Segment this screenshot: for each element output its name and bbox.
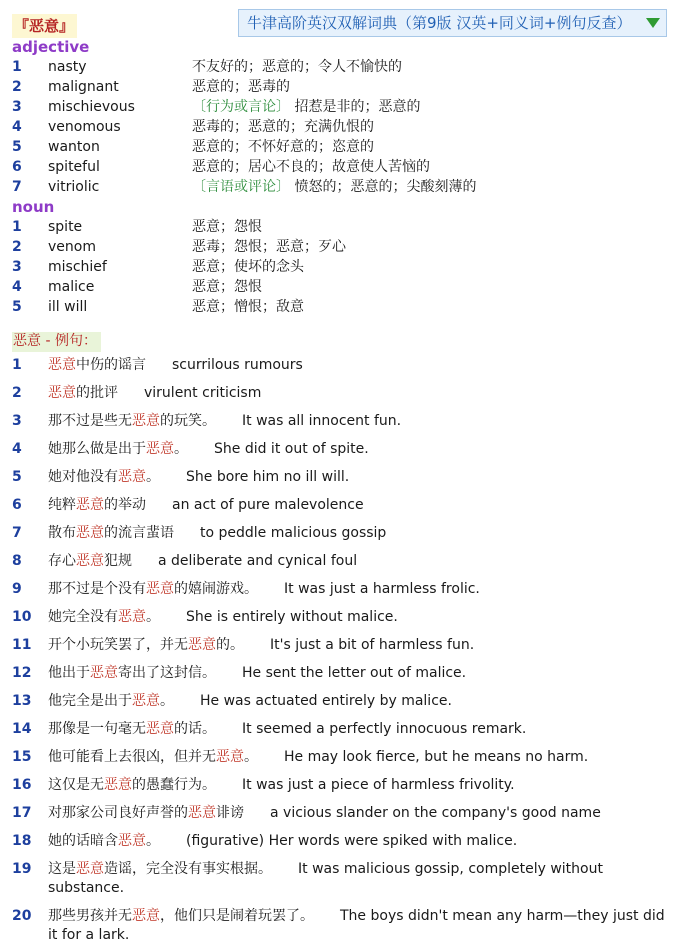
highlight-term: 恶意 (90, 665, 118, 681)
example-english: It's just a bit of harmless fun. (270, 637, 475, 653)
highlight-term: 恶意 (104, 777, 132, 793)
example-english: virulent criticism (144, 385, 262, 401)
synonym-word-link[interactable]: spiteful (48, 159, 100, 175)
synonym-number: 7 (12, 179, 22, 195)
synonym-row (0, 257, 679, 277)
example-chinese: 那不过是些无恶意的玩笑。 (48, 413, 216, 429)
example-chinese: 这是恶意造谣，完全没有事实根据。 (48, 861, 272, 877)
example-body (48, 692, 670, 711)
synonym-word-link[interactable]: mischievous (48, 99, 135, 115)
highlight-term: 恶意 (76, 497, 104, 513)
highlight-term: 恶意 (76, 525, 104, 541)
example-chinese: 她那么做是出于恶意。 (48, 441, 188, 457)
synonym-word-link[interactable]: mischief (48, 259, 107, 275)
synonym-meaning: 〔行为或言论〕 招惹是非的；恶意的 (192, 99, 421, 115)
synonym-meaning: 恶毒的；恶意的；充满仇恨的 (192, 119, 374, 135)
example-english: It was just a harmless frolic. (284, 581, 480, 597)
example-chinese: 散布恶意的流言蜚语 (48, 525, 174, 541)
synonym-row (0, 217, 679, 237)
example-english: an act of pure malevolence (172, 497, 364, 513)
example-chinese: 她对他没有恶意。 (48, 469, 160, 485)
headword: 『恶意』 (12, 14, 77, 38)
synonym-meaning: 恶意；怨恨 (192, 279, 262, 295)
example-chinese: 恶意中伤的谣言 (48, 357, 146, 373)
synonym-meaning: 不友好的；恶意的；令人不愉快的 (192, 59, 402, 75)
synonym-word-link[interactable]: vitriolic (48, 179, 100, 195)
example-number: 5 (12, 469, 22, 485)
synonym-number: 4 (12, 119, 22, 135)
synonym-row (0, 297, 679, 317)
example-number: 18 (12, 833, 32, 849)
synonym-row (0, 77, 679, 97)
synonym-meaning: 〔言语或评论〕 愤怒的；恶意的；尖酸刻薄的 (192, 179, 477, 195)
register-label: 〔言语或评论〕 (192, 179, 290, 195)
example-number: 3 (12, 413, 22, 429)
example-english: She did it out of spite. (214, 441, 369, 457)
example-body (48, 580, 670, 599)
dropdown-triangle-icon[interactable] (646, 18, 660, 28)
example-chinese: 他出于恶意寄出了这封信。 (48, 665, 216, 681)
example-english: a vicious slander on the company's good name (270, 805, 601, 821)
highlight-term: 恶意 (146, 581, 174, 597)
example-number: 1 (12, 357, 22, 373)
example-number: 11 (12, 637, 32, 653)
example-body (48, 440, 670, 459)
example-english: It was malicious gossip, completely without substance. (48, 861, 603, 896)
example-number: 17 (12, 805, 32, 821)
example-number: 6 (12, 497, 22, 513)
example-english: He sent the letter out of malice. (242, 665, 467, 681)
synonym-row (0, 97, 679, 117)
example-chinese: 存心恶意犯规 (48, 553, 132, 569)
example-number: 10 (12, 609, 32, 625)
synonym-meaning: 恶意的；不怀好意的；恣意的 (192, 139, 374, 155)
example-chinese: 那些男孩并无恶意，他们只是闹着玩罢了。 (48, 908, 314, 924)
register-label: 〔行为或言论〕 (192, 99, 290, 115)
synonym-number: 4 (12, 279, 22, 295)
synonym-number: 2 (12, 79, 22, 95)
highlight-term: 恶意 (48, 385, 76, 401)
highlight-term: 恶意 (76, 861, 104, 877)
example-chinese: 开个小玩笑罢了，并无恶意的。 (48, 637, 244, 653)
highlight-term: 恶意 (146, 721, 174, 737)
pos-label-adjective: adjective (12, 38, 90, 56)
synonym-row (0, 237, 679, 257)
synonym-word-link[interactable]: wanton (48, 139, 100, 155)
highlight-term: 恶意 (188, 805, 216, 821)
synonym-number: 2 (12, 239, 22, 255)
example-number: 16 (12, 777, 32, 793)
example-number: 12 (12, 665, 32, 681)
example-chinese: 对那家公司良好声誉的恶意诽谤 (48, 805, 244, 821)
highlight-term: 恶意 (132, 413, 160, 429)
example-number: 9 (12, 581, 22, 597)
example-body (48, 552, 670, 571)
example-body (48, 720, 670, 739)
synonym-number: 1 (12, 219, 22, 235)
synonym-number: 5 (12, 299, 22, 315)
example-english: It was all innocent fun. (242, 413, 402, 429)
synonym-row (0, 137, 679, 157)
example-english: (figurative) Her words were spiked with malice. (186, 833, 518, 849)
example-number: 20 (12, 908, 32, 924)
example-number: 4 (12, 441, 22, 457)
example-english: It seemed a perfectly innocuous remark. (242, 721, 527, 737)
example-body (48, 356, 670, 375)
example-body (48, 496, 670, 515)
highlight-term: 恶意 (118, 833, 146, 849)
example-body (48, 608, 670, 627)
synonym-number: 3 (12, 259, 22, 275)
example-english: It was just a piece of harmless frivolity. (242, 777, 515, 793)
example-body (48, 804, 670, 823)
highlight-term: 恶意 (188, 637, 216, 653)
synonym-number: 5 (12, 139, 22, 155)
highlight-term: 恶意 (48, 357, 76, 373)
synonym-meaning: 恶意的；居心不良的；故意使人苦恼的 (192, 159, 430, 175)
synonym-meaning: 恶意；怨恨 (192, 219, 262, 235)
highlight-term: 恶意 (132, 693, 160, 709)
synonym-meaning: 恶意；使坏的念头 (192, 259, 304, 275)
example-english: The boys didn't mean any harm—they just did it for a lark. (48, 908, 665, 943)
example-chinese: 他可能看上去很凶，但并无恶意。 (48, 749, 258, 765)
example-chinese: 恶意的批评 (48, 385, 118, 401)
example-body (48, 412, 670, 431)
example-english: She is entirely without malice. (186, 609, 398, 625)
example-english: He was actuated entirely by malice. (200, 693, 452, 709)
synonym-row (0, 177, 679, 197)
synonym-word-link[interactable]: malignant (48, 79, 119, 95)
highlight-term: 恶意 (76, 553, 104, 569)
example-number: 7 (12, 525, 22, 541)
example-body (48, 384, 670, 403)
example-body (48, 832, 670, 851)
highlight-term: 恶意 (132, 908, 160, 924)
example-chinese: 那像是一句毫无恶意的话。 (48, 721, 216, 737)
synonym-number: 1 (12, 59, 22, 75)
dictionary-selector-label: 牛津高阶英汉双解词典（第9版 汉英+同义词+例句反查） (247, 14, 632, 32)
example-english: a deliberate and cynical foul (158, 553, 358, 569)
highlight-term: 恶意 (118, 609, 146, 625)
synonym-row (0, 157, 679, 177)
synonym-number: 3 (12, 99, 22, 115)
highlight-term: 恶意 (216, 749, 244, 765)
example-body (48, 860, 670, 898)
example-number: 8 (12, 553, 22, 569)
example-chinese: 纯粹恶意的举动 (48, 497, 146, 513)
synonym-word-link[interactable]: nasty (48, 59, 87, 75)
synonym-row (0, 57, 679, 77)
example-body (48, 468, 670, 487)
highlight-term: 恶意 (146, 441, 174, 457)
example-chinese: 那不过是个没有恶意的嬉闹游戏。 (48, 581, 258, 597)
example-body (48, 636, 670, 655)
example-english: scurrilous rumours (172, 357, 303, 373)
example-english: She bore him no ill will. (186, 469, 350, 485)
example-chinese: 这仅是无恶意的愚蠢行为。 (48, 777, 216, 793)
highlight-term: 恶意 (118, 469, 146, 485)
example-body (48, 776, 670, 795)
synonym-word-link[interactable]: ill will (48, 299, 88, 315)
example-number: 14 (12, 721, 32, 737)
example-english: to peddle malicious gossip (200, 525, 387, 541)
pos-label-noun: noun (12, 198, 55, 216)
example-body (48, 748, 670, 767)
examples-header: 恶意 - 例句： (12, 332, 101, 352)
example-number: 2 (12, 385, 22, 401)
example-chinese: 她的话暗含恶意。 (48, 833, 160, 849)
synonym-meaning: 恶意；憎恨；敌意 (192, 299, 304, 315)
example-chinese: 他完全是出于恶意。 (48, 693, 174, 709)
dictionary-selector[interactable] (238, 9, 667, 37)
synonym-word-link[interactable]: malice (48, 279, 95, 295)
synonym-word-link[interactable]: venom (48, 239, 96, 255)
synonym-row (0, 277, 679, 297)
synonym-meaning: 恶意的；恶毒的 (192, 79, 290, 95)
example-chinese: 她完全没有恶意。 (48, 609, 160, 625)
synonym-meaning: 恶毒；怨恨；恶意；歹心 (192, 239, 346, 255)
synonym-number: 6 (12, 159, 22, 175)
example-number: 19 (12, 861, 32, 877)
example-body (48, 524, 670, 543)
example-number: 13 (12, 693, 32, 709)
synonym-word-link[interactable]: venomous (48, 119, 121, 135)
synonym-word-link[interactable]: spite (48, 219, 83, 235)
example-english: He may look fierce, but he means no harm. (284, 749, 589, 765)
synonym-row (0, 117, 679, 137)
example-number: 15 (12, 749, 32, 765)
example-body (48, 664, 670, 683)
example-body (48, 907, 670, 945)
